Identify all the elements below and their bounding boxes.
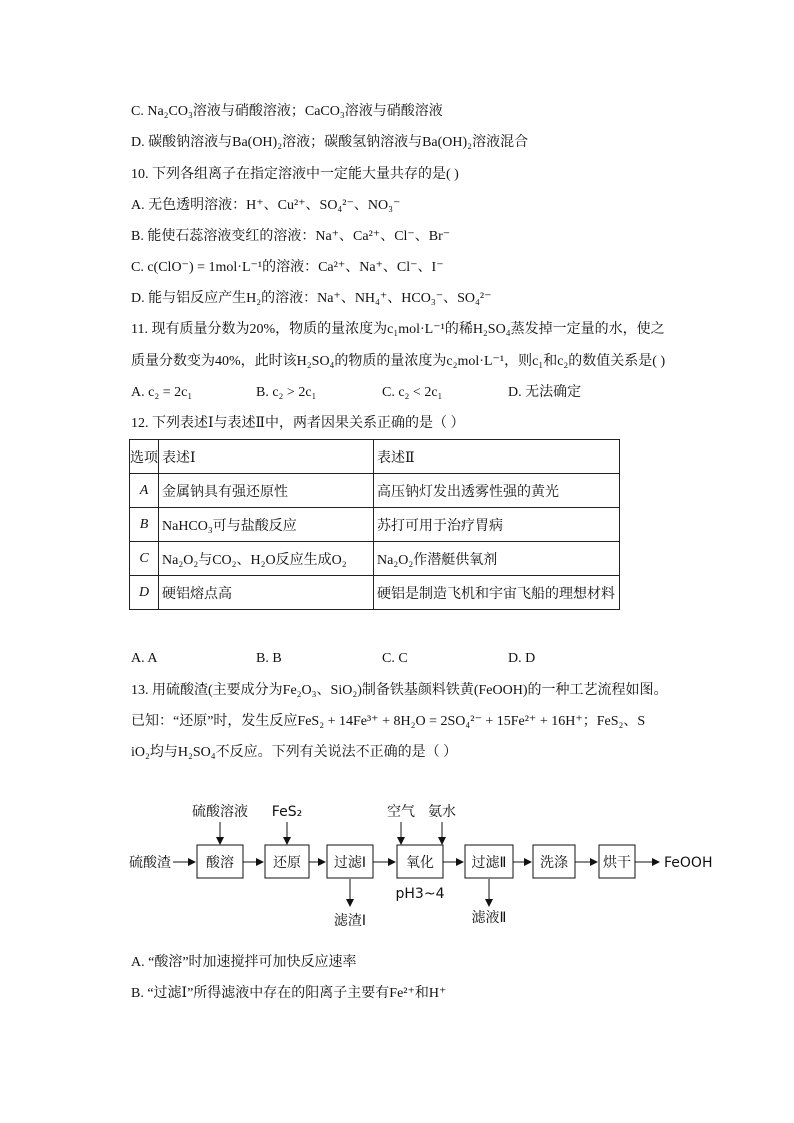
flow-input-acid: 硫酸溶液 (192, 804, 248, 820)
table-cell: Na₂O₂作潜艇供氧剂 (374, 542, 620, 576)
flow-output-residue: 滤渣Ⅰ (333, 913, 367, 929)
question-12: 12. 下列表述Ⅰ与表述Ⅱ中，两者因果关系正确的是（ ） (131, 416, 465, 431)
flow-ph-label: pH3~4 (395, 886, 445, 902)
question-13-line-3: iO₂均与H₂SO₄不反应。下列有关说法不正确的是（ ） (131, 745, 458, 760)
flow-input-air: 空气 (387, 804, 415, 820)
option-c-line: C. Na₂CO₃溶液与硝酸溶液；CaCO₃溶液与硝酸溶液 (131, 104, 443, 119)
table-cell: 硬铝熔点高 (159, 576, 374, 610)
flow-end-label: FeOOH (664, 855, 713, 871)
flow-step-label: 洗涤 (540, 855, 568, 871)
question-12-option-c: C. C (382, 651, 408, 666)
flow-step-label: 过滤Ⅱ (471, 855, 507, 871)
question-10-option-a: A. 无色透明溶液：H⁺、Cu²⁺、SO₄²⁻、NO₃⁻ (131, 198, 401, 213)
question-11-option-a: A. c₂ = 2c₁ (131, 385, 193, 400)
table-header-cell: 表述Ⅱ (374, 440, 620, 474)
flow-step-label: 烘干 (603, 855, 631, 871)
question-11-line-2: 质量分数变为40%，此时该H₂SO₄的物质的量浓度为c₂mol·L⁻¹，则c₁和c₂的数值关系是( ) (131, 354, 666, 369)
question-12-option-b: B. B (256, 651, 282, 666)
question-13-line-2: 已知：“还原”时，发生反应FeS₂ + 14Fe³⁺ + 8H₂O = 2SO₄²⁻ + 15Fe²⁺ + 16H⁺；FeS₂、S (131, 714, 646, 729)
table-cell: 高压钠灯发出透雾性强的黄光 (374, 474, 620, 508)
table-cell: 硬铝是制造飞机和宇宙飞船的理想材料 (374, 576, 620, 610)
table-row (130, 576, 620, 610)
table-header-cell: 表述Ⅰ (159, 440, 374, 474)
table-cell: 苏打可用于治疗胃病 (374, 508, 620, 542)
question-11-option-d: D. 无法确定 (508, 385, 582, 400)
question-12-option-a: A. A (131, 651, 158, 666)
flow-step-label: 过滤Ⅰ (333, 855, 367, 871)
question-10-option-d: D. 能与铝反应产生H₂的溶液：Na⁺、NH₄⁺、HCO₃⁻、SO₄²⁻ (131, 291, 492, 306)
question-12-table (129, 439, 620, 610)
table-cell: Na₂O₂与CO₂、H₂O反应生成O₂ (159, 542, 374, 576)
table-cell: D (130, 576, 159, 610)
question-13-option-a: A. “酸溶”时加速搅拌可加快反应速率 (131, 955, 357, 970)
table-cell: NaHCO₃可与盐酸反应 (159, 508, 374, 542)
flow-output-filtrate: 滤液Ⅱ (471, 910, 507, 926)
flow-step-label: 酸溶 (206, 855, 234, 871)
flow-step-label: 氧化 (406, 855, 434, 871)
flow-start-label: 硫酸渣 (129, 855, 171, 871)
table-header-cell: 选项 (130, 440, 159, 474)
question-13-line-1: 13. 用硫酸渣(主要成分为Fe₂O₃、SiO₂)制备铁基颜料铁黄(FeOOH)的一种工艺流程如图。 (131, 683, 668, 698)
question-10-option-b: B. 能使石蕊溶液变红的溶液：Na⁺、Ca²⁺、Cl⁻、Br⁻ (131, 229, 451, 244)
question-10: 10. 下列各组离子在指定溶液中一定能大量共存的是( ) (131, 167, 459, 182)
flow-input-fes2: FeS₂ (271, 804, 303, 820)
table-cell: C (130, 542, 159, 576)
question-12-option-d: D. D (508, 651, 536, 666)
question-13-option-b: B. “过滤Ⅰ”所得滤液中存在的阳离子主要有Fe²⁺和H⁺ (131, 986, 447, 1001)
question-11-option-b: B. c₂ > 2c₁ (256, 385, 317, 400)
table-row (130, 474, 620, 508)
table-cell: A (130, 474, 159, 508)
table-cell: 金属钠具有强还原性 (159, 474, 374, 508)
table-row (130, 542, 620, 576)
question-11-option-c: C. c₂ < 2c₁ (382, 385, 443, 400)
table-row (130, 508, 620, 542)
option-d-line: D. 碳酸钠溶液与Ba(OH)₂溶液；碳酸氢钠溶液与Ba(OH)₂溶液混合 (131, 135, 529, 150)
table-cell: B (130, 508, 159, 542)
question-10-option-c: C. c(ClO⁻) = 1mol·L⁻¹的溶液：Ca²⁺、Na⁺、Cl⁻、I⁻ (131, 260, 444, 275)
flow-input-ammonia: 氨水 (428, 804, 456, 820)
flow-step-label: 还原 (273, 855, 301, 871)
question-11-line-1: 11. 现有质量分数为20%，物质的量浓度为c₁mol·L⁻¹的稀H₂SO₄蒸发掉一定量的水，使之 (131, 322, 665, 337)
table-header-row (130, 440, 620, 474)
process-flow-diagram (129, 798, 729, 938)
